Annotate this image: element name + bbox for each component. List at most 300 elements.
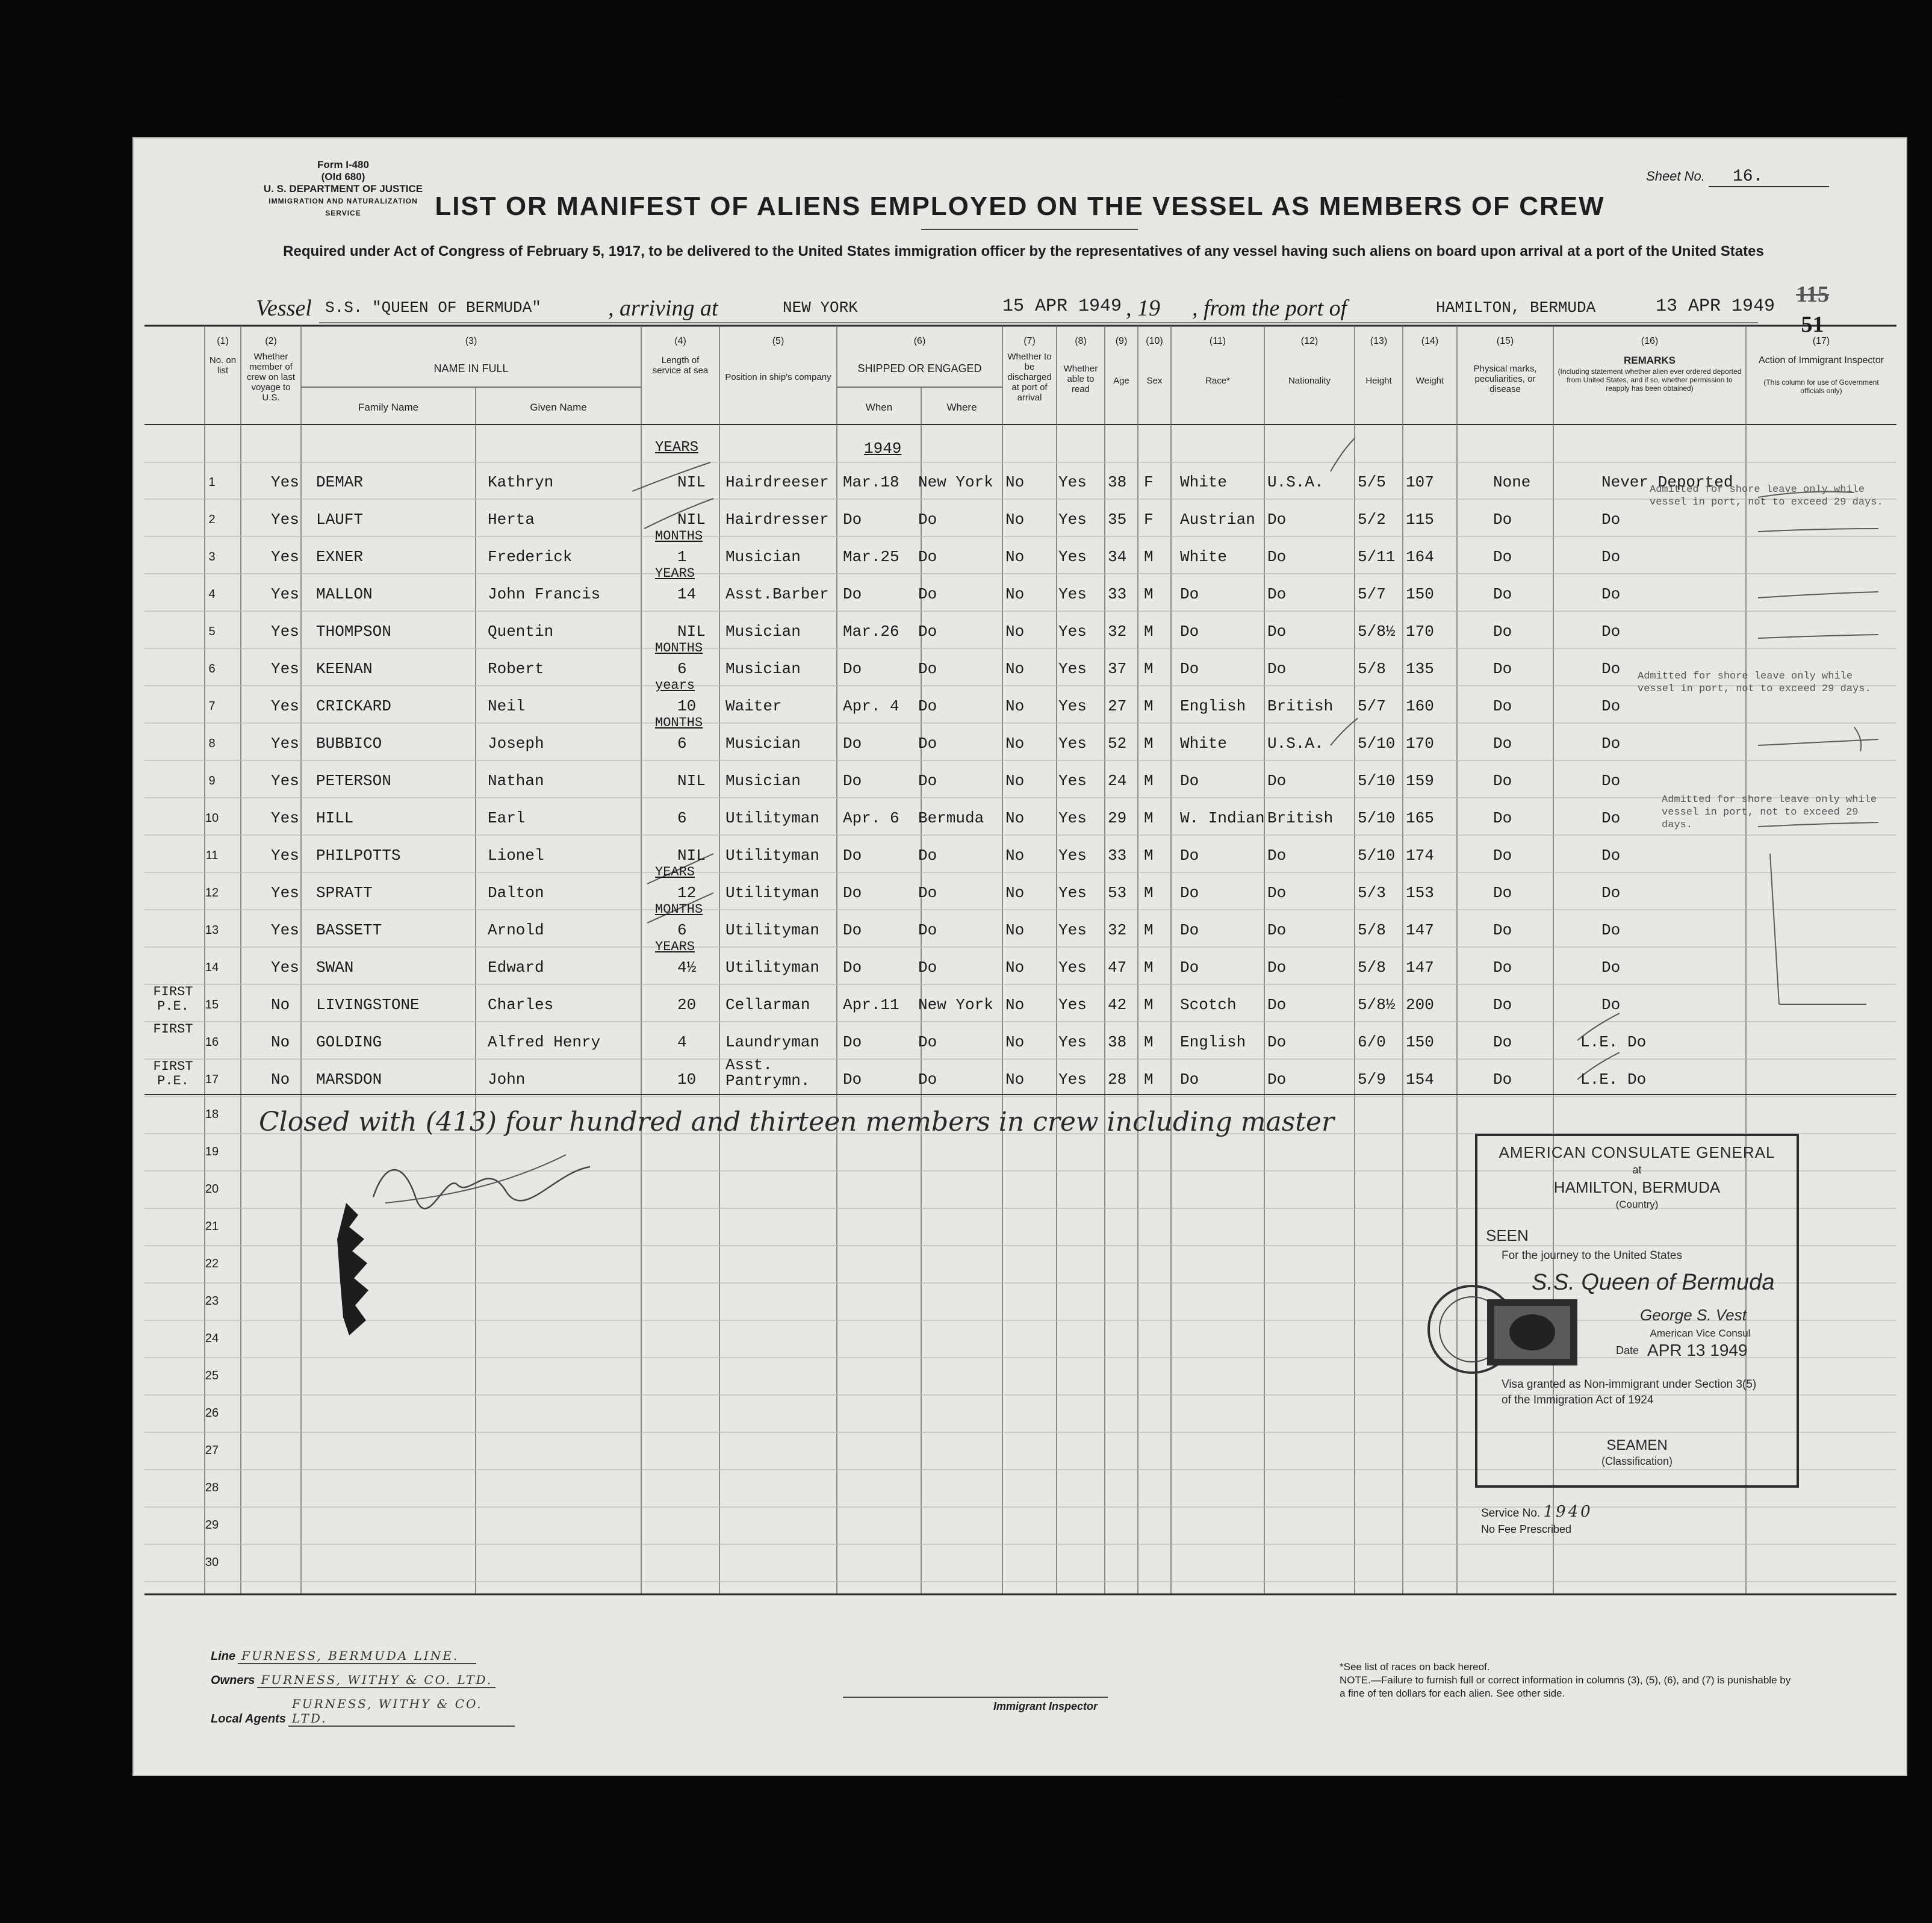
service-length: 6 [677, 809, 687, 827]
page-numbers [1796, 279, 1829, 340]
race: Do [1180, 660, 1199, 678]
service-length: 6 [677, 921, 687, 939]
header-inspector-action: Action of Immigrant Inspector [1758, 355, 1884, 365]
row-number: 4 [208, 588, 216, 601]
position: Laundryman [725, 1033, 820, 1051]
form-number: Form I-480 [317, 159, 369, 170]
journey-text: For the journey to the United States [1502, 1249, 1682, 1262]
given-name: Arnold [488, 921, 544, 939]
vessel-name: S.S. "QUEEN OF BERMUDA" [325, 299, 541, 317]
age: 28 [1108, 1070, 1127, 1089]
to-be-discharged: No [1005, 548, 1025, 566]
service-name: IMMIGRATION AND NATURALIZATION SERVICE [269, 197, 418, 217]
weight: 170 [1406, 623, 1434, 641]
statutory-notice: Required under Act of Congress of February 5, 1917, to be delivered to the United States immigration officer by the representatives of any vessel having such aliens on board upon arrival at a port of the United States [283, 243, 1764, 259]
nationality: Do [1267, 1033, 1287, 1051]
age: 38 [1108, 1033, 1127, 1051]
position: Musician [725, 623, 801, 641]
nationality: Do [1267, 660, 1287, 678]
service-length: 4½ [677, 958, 697, 977]
manifest-sheet [132, 137, 1907, 1776]
row-number: 14 [205, 961, 219, 974]
to-be-discharged: No [1005, 847, 1025, 865]
family-name: SPRATT [316, 884, 373, 902]
yes-no-last-voyage: Yes [271, 735, 299, 753]
row-number: 29 [205, 1518, 219, 1532]
row-prefix: FIRST P.E. [153, 1059, 193, 1089]
physical-marks: Do [1493, 697, 1512, 715]
service-length: 10 [677, 1070, 697, 1089]
agents-label: Local Agents [211, 1712, 286, 1726]
position: Hairdreeser [725, 473, 829, 491]
race: White [1180, 473, 1228, 491]
shipped-when: Do [843, 660, 862, 678]
header-length-service: Length of service at sea [652, 355, 709, 376]
sex: M [1144, 660, 1154, 678]
weight: 147 [1406, 921, 1434, 939]
given-name: Quentin [488, 623, 554, 641]
row-number: 20 [205, 1182, 219, 1196]
able-to-read: Yes [1058, 660, 1087, 678]
shipped-where: Do [918, 660, 937, 678]
col-num-6: (6) [913, 336, 926, 346]
remarks: Do [1601, 847, 1621, 865]
to-be-discharged: No [1005, 697, 1025, 715]
race: Scotch [1180, 996, 1237, 1014]
sex: M [1144, 884, 1154, 902]
signer-title: American Vice Consul [1650, 1328, 1751, 1339]
physical-marks: Do [1493, 921, 1512, 939]
service-length: 1 [677, 548, 687, 566]
physical-marks: Do [1493, 772, 1512, 790]
able-to-read: Yes [1058, 473, 1087, 491]
to-be-discharged: No [1005, 735, 1025, 753]
shipped-year: 1949 [864, 440, 902, 458]
height: 5/10 [1358, 735, 1396, 753]
age: 37 [1108, 660, 1127, 678]
header-weight: Weight [1415, 376, 1444, 386]
service-unit: MONTHS [655, 641, 703, 656]
remarks: Do [1601, 735, 1621, 753]
height: 5/10 [1358, 809, 1396, 827]
nationality: Do [1267, 884, 1287, 902]
nationality: U.S.A. [1267, 735, 1324, 753]
shore-leave-stamp: Admitted for shore leave only while vessel in port, not to exceed 29 days. [1650, 484, 1883, 508]
height: 5/11 [1358, 548, 1396, 566]
shipped-when: Apr.11 [843, 996, 899, 1014]
able-to-read: Yes [1058, 1033, 1087, 1051]
yes-no-last-voyage: No [271, 1070, 290, 1089]
shipped-when: Apr. 4 [843, 697, 899, 715]
position: Utilityman [725, 921, 820, 939]
sex: M [1144, 958, 1154, 977]
to-be-discharged: No [1005, 660, 1025, 678]
race: W. Indian [1180, 809, 1265, 827]
header-family-name: Family Name [358, 402, 419, 413]
departure-date: 13 APR 1949 [1656, 296, 1775, 317]
physical-marks: Do [1493, 623, 1512, 641]
position: Utilityman [725, 884, 820, 902]
given-name: Dalton [488, 884, 544, 902]
sex: M [1144, 809, 1154, 827]
remarks: Do [1601, 921, 1621, 939]
position: Waiter [725, 697, 782, 715]
given-name: Kathryn [488, 473, 554, 491]
header-given-name: Given Name [530, 402, 587, 413]
physical-marks: Do [1493, 548, 1512, 566]
height: 5/7 [1358, 697, 1386, 715]
row-number: 16 [205, 1036, 219, 1049]
able-to-read: Yes [1058, 1070, 1087, 1089]
height: 5/3 [1358, 884, 1386, 902]
shipped-where: Do [918, 585, 937, 603]
service-length: NIL [677, 772, 706, 790]
col-num-2: (2) [265, 336, 277, 346]
shipped-when: Do [843, 921, 862, 939]
race: Austrian [1180, 511, 1255, 529]
sex: F [1144, 473, 1154, 491]
nationality: Do [1267, 511, 1287, 529]
height: 5/10 [1358, 772, 1396, 790]
footer-owners [211, 1673, 495, 1688]
position: Musician [725, 772, 801, 790]
service-length: NIL [677, 511, 706, 529]
service-unit: YEARS [655, 939, 695, 954]
agents-value: FURNESS, WITHY & CO. LTD. [288, 1697, 515, 1727]
row-prefix: FIRST [153, 1022, 193, 1037]
given-name: Edward [488, 958, 544, 977]
col-num-8: (8) [1075, 336, 1087, 346]
physical-marks: Do [1493, 958, 1512, 977]
physical-marks: Do [1493, 847, 1512, 865]
header-nationality: Nationality [1288, 376, 1331, 386]
header-inspector-note: (This column for use of Government officials only) [1763, 378, 1879, 395]
weight: 174 [1406, 847, 1434, 865]
row-number: 23 [205, 1294, 219, 1308]
physical-marks: Do [1493, 585, 1512, 603]
able-to-read: Yes [1058, 809, 1087, 827]
arrival-port: NEW YORK [783, 299, 858, 317]
weight: 164 [1406, 548, 1434, 566]
race: Do [1180, 585, 1199, 603]
given-name: John Francis [488, 585, 601, 603]
nationality: Do [1267, 623, 1287, 641]
physical-marks: Do [1493, 660, 1512, 678]
header-physical-marks: Physical marks, peculiarities, or disease [1473, 364, 1537, 394]
row-number: 22 [205, 1257, 219, 1270]
to-be-discharged: No [1005, 1070, 1025, 1089]
service-length: 4 [677, 1033, 687, 1051]
closing-note: Closed with (413) four hundred and thirteen members in crew including master [259, 1107, 1335, 1137]
race: Do [1180, 921, 1199, 939]
row-prefix: FIRST P.E. [153, 984, 193, 1014]
yes-no-last-voyage: No [271, 996, 290, 1014]
position: Hairdresser [725, 511, 829, 529]
remarks: Do [1601, 884, 1621, 902]
title-divider [921, 229, 1138, 230]
age: 34 [1108, 548, 1127, 566]
able-to-read: Yes [1058, 847, 1087, 865]
shipped-where: Do [918, 884, 937, 902]
able-to-read: Yes [1058, 921, 1087, 939]
row-number: 1 [208, 476, 216, 489]
shipped-when: Do [843, 1070, 862, 1089]
yes-no-last-voyage: Yes [271, 884, 299, 902]
service-unit: MONTHS [655, 715, 703, 730]
row-number: 12 [205, 886, 219, 899]
weight: 170 [1406, 735, 1434, 753]
service-unit-label: YEARS [655, 440, 699, 456]
yes-no-last-voyage: Yes [271, 772, 299, 790]
family-name: LIVINGSTONE [316, 996, 420, 1014]
family-name: PETERSON [316, 772, 391, 790]
row-number: 8 [208, 737, 216, 750]
race: Do [1180, 884, 1199, 902]
shipped-where: Do [918, 511, 937, 529]
service-length: 6 [677, 735, 687, 753]
family-name: DEMAR [316, 473, 364, 491]
age: 53 [1108, 884, 1127, 902]
nationality: Do [1267, 1070, 1287, 1089]
header-height: Height [1365, 376, 1392, 386]
col-num-7: (7) [1023, 336, 1036, 346]
yes-no-last-voyage: Yes [271, 511, 299, 529]
sheet-number [1646, 167, 1829, 187]
weight: 115 [1406, 511, 1434, 529]
shipped-where: Do [918, 697, 937, 715]
fine-note: NOTE.—Failure to furnish full or correct information in columns (3), (5), (6), and (7) is punishable by a fine of ten dollars for each alien. See other side. [1340, 1674, 1791, 1699]
service-length: 12 [677, 884, 697, 902]
weight: 147 [1406, 958, 1434, 977]
to-be-discharged: No [1005, 958, 1025, 977]
sex: M [1144, 1070, 1154, 1089]
family-name: EXNER [316, 548, 364, 566]
physical-marks: Do [1493, 1033, 1512, 1051]
able-to-read: Yes [1058, 697, 1087, 715]
height: 5/8 [1358, 921, 1386, 939]
to-be-discharged: No [1005, 809, 1025, 827]
given-name: Lionel [488, 847, 544, 865]
shipped-when: Apr. 6 [843, 809, 899, 827]
header-able-read: Whether able to read [1063, 364, 1098, 394]
yes-no-last-voyage: No [271, 1033, 290, 1051]
to-be-discharged: No [1005, 511, 1025, 529]
age: 52 [1108, 735, 1127, 753]
yes-no-last-voyage: Yes [271, 473, 299, 491]
nationality: Do [1267, 548, 1287, 566]
form-old-number: (Old 680) [321, 171, 365, 182]
fee-note: No Fee Prescribed [1481, 1523, 1572, 1535]
able-to-read: Yes [1058, 585, 1087, 603]
weight: 150 [1406, 585, 1434, 603]
visa-text: Visa granted as Non-immigrant under Section 3(5) of the Immigration Act of 1924 [1502, 1378, 1757, 1406]
col-num-4: (4) [674, 336, 686, 346]
inspector-label: Immigrant Inspector [993, 1700, 1098, 1712]
age: 42 [1108, 996, 1127, 1014]
col-num-15: (15) [1496, 336, 1514, 346]
age: 27 [1108, 697, 1127, 715]
service-number-label: Service No. [1481, 1507, 1541, 1520]
consul-signature: George S. Vest [1640, 1306, 1747, 1324]
shipped-where: Do [918, 1070, 937, 1089]
to-be-discharged: No [1005, 884, 1025, 902]
position: Utilityman [725, 847, 820, 865]
able-to-read: Yes [1058, 884, 1087, 902]
weight: 165 [1406, 809, 1434, 827]
remarks: L.E. Do [1580, 1070, 1647, 1089]
physical-marks: Do [1493, 884, 1512, 902]
row-number: 19 [205, 1145, 219, 1158]
given-name: Robert [488, 660, 544, 678]
col-num-16: (16) [1641, 336, 1659, 346]
consulate-name: AMERICAN CONSULATE GENERAL [1499, 1143, 1775, 1161]
service-length: NIL [677, 847, 706, 865]
col-num-12: (12) [1300, 336, 1319, 346]
able-to-read: Yes [1058, 772, 1087, 790]
arriving-label: , arriving at [608, 296, 718, 321]
weight: 159 [1406, 772, 1434, 790]
given-name: Alfred Henry [488, 1033, 601, 1051]
sex: M [1144, 623, 1154, 641]
age: 47 [1108, 958, 1127, 977]
position: Asst. Pantrymn. [725, 1056, 810, 1090]
race: Do [1180, 772, 1199, 790]
arrival-date: 15 APR 1949 [1002, 296, 1122, 317]
height: 5/9 [1358, 1070, 1386, 1089]
age: 33 [1108, 847, 1127, 865]
row-number: 28 [205, 1481, 219, 1494]
race: Do [1180, 958, 1199, 977]
sex: M [1144, 996, 1154, 1014]
weight: 150 [1406, 1033, 1434, 1051]
remarks: Do [1601, 585, 1621, 603]
shipped-where: Do [918, 958, 937, 977]
shipped-when: Do [843, 585, 862, 603]
age: 32 [1108, 623, 1127, 641]
col-num-11: (11) [1209, 336, 1226, 346]
family-name: THOMPSON [316, 623, 391, 641]
service-length: 10 [677, 697, 697, 715]
physical-marks: Do [1493, 511, 1512, 529]
able-to-read: Yes [1058, 735, 1087, 753]
yes-no-last-voyage: Yes [271, 623, 299, 641]
header-where: Where [946, 402, 977, 413]
yes-no-last-voyage: Yes [271, 921, 299, 939]
to-be-discharged: No [1005, 996, 1025, 1014]
row-number: 11 [205, 849, 219, 862]
race: English [1180, 1033, 1246, 1051]
shipped-when: Do [843, 1033, 862, 1051]
physical-marks: Do [1493, 1070, 1512, 1089]
position: Asst.Barber [725, 585, 829, 603]
age: 32 [1108, 921, 1127, 939]
shipped-when: Mar.18 [843, 473, 899, 491]
physical-marks: None [1493, 473, 1531, 491]
yes-no-last-voyage: Yes [271, 809, 299, 827]
department-name: U. S. DEPARTMENT OF JUSTICE [263, 183, 423, 194]
to-be-discharged: No [1005, 1033, 1025, 1051]
row-number: 15 [205, 998, 219, 1011]
date-label: Date [1616, 1344, 1639, 1356]
remarks: Do [1601, 996, 1621, 1014]
shipped-when: Do [843, 847, 862, 865]
position: Musician [725, 548, 801, 566]
shore-leave-stamp: Admitted for shore leave only while vessel in port, not to exceed 29 days. [1638, 671, 1871, 695]
age: 35 [1108, 511, 1127, 529]
row-number: 7 [208, 700, 216, 713]
height: 5/10 [1358, 847, 1396, 865]
given-name: Frederick [488, 548, 573, 566]
shipped-when: Mar.25 [843, 548, 899, 566]
consulate-city: HAMILTON, BERMUDA [1553, 1178, 1721, 1196]
given-name: Charles [488, 996, 554, 1014]
nationality: British [1267, 697, 1334, 715]
age: 29 [1108, 809, 1127, 827]
remarks: L.E. Do [1580, 1033, 1647, 1051]
yes-no-last-voyage: Yes [271, 958, 299, 977]
vessel-label: Vessel [256, 296, 312, 321]
col-num-5: (5) [772, 336, 784, 346]
position: Cellarman [725, 996, 810, 1014]
position: Utilityman [725, 809, 820, 827]
sex: M [1144, 1033, 1154, 1051]
service-unit: YEARS [655, 865, 695, 880]
nationality: Do [1267, 921, 1287, 939]
race: White [1180, 548, 1228, 566]
family-name: BUBBICO [316, 735, 382, 753]
shipped-when: Do [843, 735, 862, 753]
row-number: 24 [205, 1332, 219, 1345]
service-number [1481, 1503, 1593, 1521]
header-remarks: REMARKS [1624, 355, 1676, 366]
header-discharged: Whether to be discharged at port of arrival [1007, 352, 1052, 403]
col-num-13: (13) [1370, 336, 1388, 346]
col-num-14: (14) [1421, 336, 1439, 346]
remarks: Do [1601, 511, 1621, 529]
position: Musician [725, 660, 801, 678]
from-port-label: , from the port of [1192, 296, 1347, 321]
row-number: 9 [208, 774, 216, 788]
yes-no-last-voyage: Yes [271, 585, 299, 603]
remarks: Do [1601, 809, 1621, 827]
footer-agents [211, 1697, 515, 1727]
sex: M [1144, 548, 1154, 566]
header-last-voyage: Whether member of crew on last voyage to U.S. [246, 352, 296, 403]
row-number: 30 [205, 1556, 219, 1569]
nationality: Do [1267, 996, 1287, 1014]
line-value: FURNESS, BERMUDA LINE. [238, 1648, 476, 1664]
yes-no-last-voyage: Yes [271, 660, 299, 678]
family-name: BASSETT [316, 921, 382, 939]
able-to-read: Yes [1058, 548, 1087, 566]
race: Do [1180, 1070, 1199, 1089]
row-number: 5 [208, 625, 216, 638]
col-num-3: (3) [465, 336, 477, 346]
age: 38 [1108, 473, 1127, 491]
shipped-where: Do [918, 921, 937, 939]
able-to-read: Yes [1058, 511, 1087, 529]
sex: M [1144, 735, 1154, 753]
sex: F [1144, 511, 1154, 529]
remarks: Do [1601, 548, 1621, 566]
nationality: Do [1267, 585, 1287, 603]
col-num-1: (1) [217, 336, 229, 346]
shipped-where: Do [918, 548, 937, 566]
visa-date: APR 13 1949 [1647, 1341, 1748, 1359]
shipped-where: Do [918, 735, 937, 753]
service-unit: MONTHS [655, 902, 703, 917]
able-to-read: Yes [1058, 623, 1087, 641]
